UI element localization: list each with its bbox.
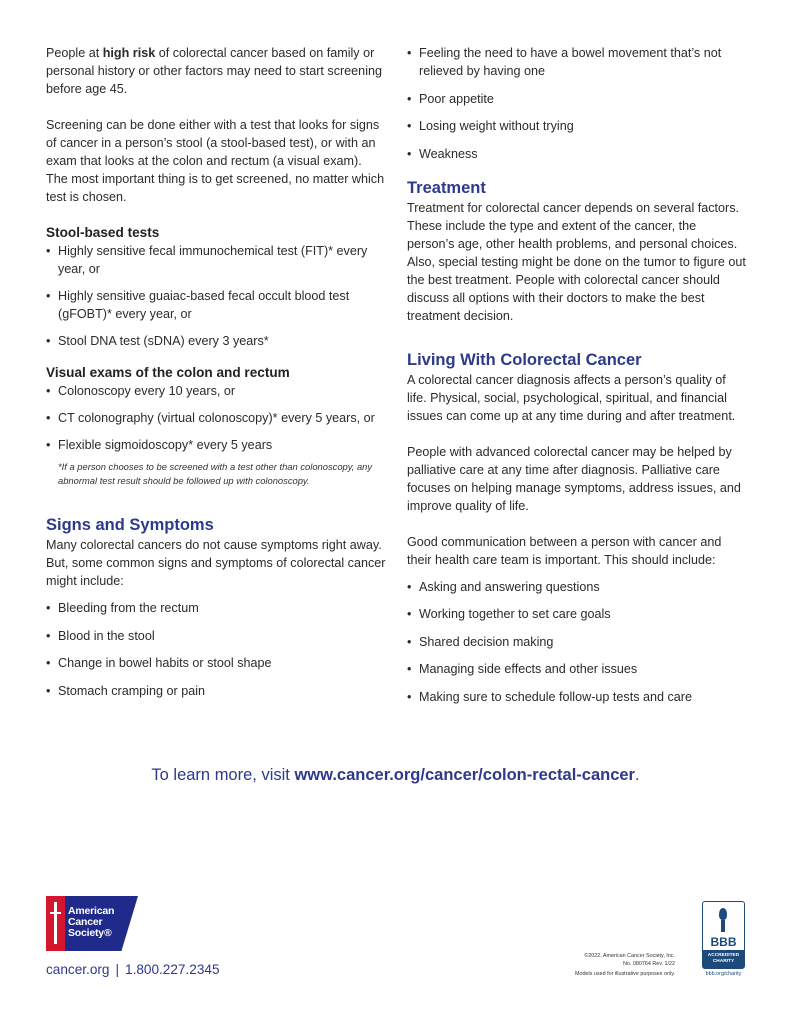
bbb-accredited-charity-seal [702, 901, 745, 969]
intro-bold: high risk [102, 46, 156, 60]
sword-icon [54, 902, 57, 944]
document-number: No. 080764 Rev. 1/22 [622, 961, 675, 967]
bbb-band-line-1: ACCREDITED [707, 953, 740, 958]
logo-line-2: Cancer [68, 916, 103, 928]
contact-separator: | [115, 962, 120, 977]
list-item: • Losing weight without trying [407, 117, 747, 135]
bbb-band [703, 950, 744, 968]
list-item: • Making sure to schedule follow-up tests and care [407, 688, 747, 706]
right-column [407, 44, 747, 715]
stool-tests-list [46, 242, 386, 350]
logo-line-3: Society® [68, 927, 112, 939]
learn-more-line [0, 766, 791, 785]
list-item: • Bleeding from the rectum [46, 599, 386, 617]
intro-paragraph [46, 44, 386, 98]
list-item: • Highly sensitive fecal immunochemical test (FIT)* every year, or [46, 242, 386, 278]
list-item: • Colonoscopy every 10 years, or [46, 382, 386, 400]
list-item: • Working together to set care goals [407, 605, 747, 623]
sword-guard-icon [50, 912, 61, 914]
living-with-heading: Living With Colorectal Cancer [407, 350, 642, 369]
list-item: • Asking and answering questions [407, 578, 747, 596]
torch-stem [721, 920, 725, 932]
bbb-url[interactable]: bbb.org/charity [705, 971, 742, 977]
treatment-heading: Treatment [407, 178, 486, 197]
screening-footnote: *If a person chooses to be screened with a test other than colonoscopy, any abnormal test result should be followed up with colonoscopy. [58, 461, 373, 486]
list-item: • Poor appetite [407, 90, 747, 108]
learn-more-text: To learn more, visit [151, 766, 295, 784]
left-column [46, 44, 386, 709]
list-item: • Weakness [407, 145, 747, 163]
models-disclaimer: Models used for illustrative purposes only. [575, 971, 675, 977]
torch-icon [717, 908, 729, 932]
bbb-letters: BBB [710, 935, 737, 949]
signs-list [46, 599, 386, 700]
living-paragraph-1: A colorectal cancer diagnosis affects a person’s quality of life. Physical, social, psychological, spiritual, and financial issues can come up at any time during and after treatment. [407, 372, 736, 423]
list-item: • Stomach cramping or pain [46, 682, 386, 700]
visual-exams-heading: Visual exams of the colon and rectum [46, 365, 290, 380]
logo-text [68, 906, 114, 939]
logo-line-1: American [68, 905, 115, 917]
communication-list [407, 578, 747, 706]
website-link[interactable]: cancer.org [46, 962, 110, 977]
visual-exams-list [46, 382, 386, 454]
american-cancer-society-logo [46, 896, 138, 951]
list-item: • Shared decision making [407, 633, 747, 651]
learn-more-period: . [634, 766, 640, 784]
list-item: • Blood in the stool [46, 627, 386, 645]
legal-text [520, 952, 675, 978]
signs-paragraph: Many colorectal cancers do not cause symptoms right away. But, some common signs and symptoms of colorectal cancer might include: [46, 538, 386, 588]
stool-tests-heading: Stool-based tests [46, 225, 160, 240]
list-item: • CT colonography (virtual colonoscopy)* every 5 years, or [46, 409, 386, 427]
contact-line [46, 962, 220, 977]
intro-post: of colorectal cancer based on family or personal history or other factors may need to start screening before age 45. [46, 46, 382, 96]
signs-list-continued [407, 44, 747, 163]
signs-symptoms-heading: Signs and Symptoms [46, 516, 214, 534]
phone-number[interactable]: 1.800.227.2345 [125, 962, 220, 977]
torch-flame [719, 908, 727, 920]
copyright-line: ©2022, American Cancer Society, Inc. [584, 953, 675, 959]
intro-pre: People at [46, 46, 103, 60]
treatment-paragraph: Treatment for colorectal cancer depends on several factors. These include the type and extent of the cancer, the person’s age, other health problems, and personal choices. Also, special testing might be done on the tumor to figure out the best treatment. People with colorectal cancer should discuss all options with their doctors to make the best treatment decision. [407, 200, 746, 323]
bbb-band-line-2: CHARITY [712, 959, 735, 964]
living-paragraph-2: People with advanced colorectal cancer may be helped by palliative care at any time after diagnosis. Palliative care focuses on helping manage symptoms, address issues, and improve quality of life. [407, 444, 741, 513]
learn-more-link[interactable]: www.cancer.org/cancer/colon-rectal-cancer [294, 766, 635, 784]
list-item: • Flexible sigmoidoscopy* every 5 years [46, 436, 386, 454]
list-item: • Feeling the need to have a bowel movement that’s not relieved by having one [407, 44, 747, 80]
list-item: • Managing side effects and other issues [407, 660, 747, 678]
screening-paragraph: Screening can be done either with a test that looks for signs of cancer in a person’s stool (a stool-based test), or with an exam that looks at the colon and rectum (a visual exam). The most important thing is to get screened, no matter which test is chosen. [46, 118, 385, 204]
living-paragraph-3: Good communication between a person with cancer and their health care team is important. This should include: [407, 534, 722, 567]
list-item: • Highly sensitive guaiac-based fecal occult blood test (gFOBT)* every year, or [46, 287, 386, 323]
list-item: • Change in bowel habits or stool shape [46, 654, 386, 672]
list-item: • Stool DNA test (sDNA) every 3 years* [46, 332, 386, 350]
